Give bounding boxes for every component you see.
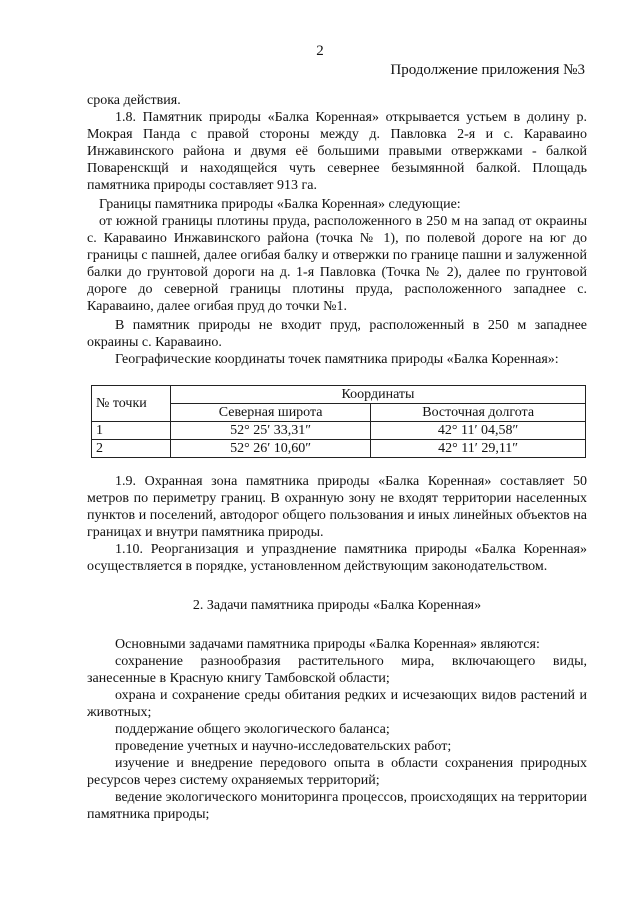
table-cell-north: 52° 26′ 10,60″ bbox=[171, 440, 371, 458]
table-cell-north: 52° 25′ 33,31″ bbox=[171, 422, 371, 440]
table-header-coordinates: Координаты bbox=[171, 386, 586, 404]
table-row bbox=[92, 422, 586, 440]
list-item: охрана и сохранение среды обитания редких и исчезающих видов растений и животных; bbox=[87, 688, 587, 720]
list-item: поддержание общего экологического баланса; bbox=[115, 722, 390, 737]
table-header-point: № точки bbox=[92, 386, 171, 422]
table-header-east: Восточная долгота bbox=[371, 404, 586, 422]
list-item: проведение учетных и научно-исследовательских работ; bbox=[115, 739, 452, 754]
document-body bbox=[87, 92, 587, 823]
paragraph-1-9: 1.9. Охранная зона памятника природы «Балка Коренная» составляет 50 метров по периметру границ. В охранную зону не входят территории населенных пунктов и поселений, автодорог общего пользования и иных линейных объектов на границах и внутри памятника природы. bbox=[87, 474, 587, 540]
page-number: 2 bbox=[316, 43, 324, 59]
paragraph-borders-title: Границы памятника природы «Балка Коренная» следующие: bbox=[99, 197, 461, 212]
table-row bbox=[92, 440, 586, 458]
paragraph-1-8: 1.8. Памятник природы «Балка Коренная» открывается устьем в долину р. Мокрая Панда с правой стороны между д. Павловка 2-я и с. Караваино Инжавинского района и двумя её большими правыми отвержками - балкой Поваренскщй и находящейся чуть севернее безымянной балкой. Площадь памятника природы составляет 913 га. bbox=[87, 110, 587, 193]
table-cell-point: 2 bbox=[92, 440, 171, 458]
table-cell-east: 42° 11′ 04,58″ bbox=[371, 422, 586, 440]
coordinates-table bbox=[91, 385, 586, 458]
section-2-heading: 2. Задачи памятника природы «Балка Коренная» bbox=[192, 598, 482, 613]
section-2-intro: Основными задачами памятника природы «Балка Коренная» являются: bbox=[115, 637, 540, 652]
list-item: изучение и внедрение передового опыта в области сохранения природных ресурсов через систему охраняемых территорий; bbox=[87, 756, 587, 788]
table-cell-point: 1 bbox=[92, 422, 171, 440]
paragraph-pond-excluded: В памятник природы не входит пруд, расположенный в 250 м западнее окраины с. Караваино. bbox=[87, 318, 587, 350]
paragraph-coordinates-intro: Географические координаты точек памятника природы «Балка Коренная»: bbox=[115, 352, 559, 367]
table-cell-east: 42° 11′ 29,11″ bbox=[371, 440, 586, 458]
list-item: ведение экологического мониторинга процессов, происходящих на территории памятника природы; bbox=[87, 790, 587, 822]
continuation-note: Продолжение приложения №3 bbox=[390, 62, 585, 78]
list-item: сохранение разнообразия растительного мира, включающего виды, занесенные в Красную книгу Тамбовской области; bbox=[87, 654, 587, 686]
paragraph-borders-description: от южной границы плотины пруда, расположенного в 250 м на запад от окраины с. Караваино Инжавинского района (точка № 1), по полевой дороге на юг до границы с пашней, далее огибая балку и отвержки по границе пашни и залуженной балки до грунтовой дороги на д. 1-я Павловка (Точка № 2), далее по грунтовой дороге до северной границы плотины пруда, расположенного западнее с. Караваино, далее огибая пруд до точки №1. bbox=[87, 214, 587, 314]
paragraph-1-10: 1.10. Реорганизация и упразднение памятника природы «Балка Коренная» осуществляется в порядке, установленном действующим законодательством. bbox=[87, 542, 587, 574]
table-header-north: Северная широта bbox=[171, 404, 371, 422]
paragraph-term-end: срока действия. bbox=[87, 93, 181, 108]
